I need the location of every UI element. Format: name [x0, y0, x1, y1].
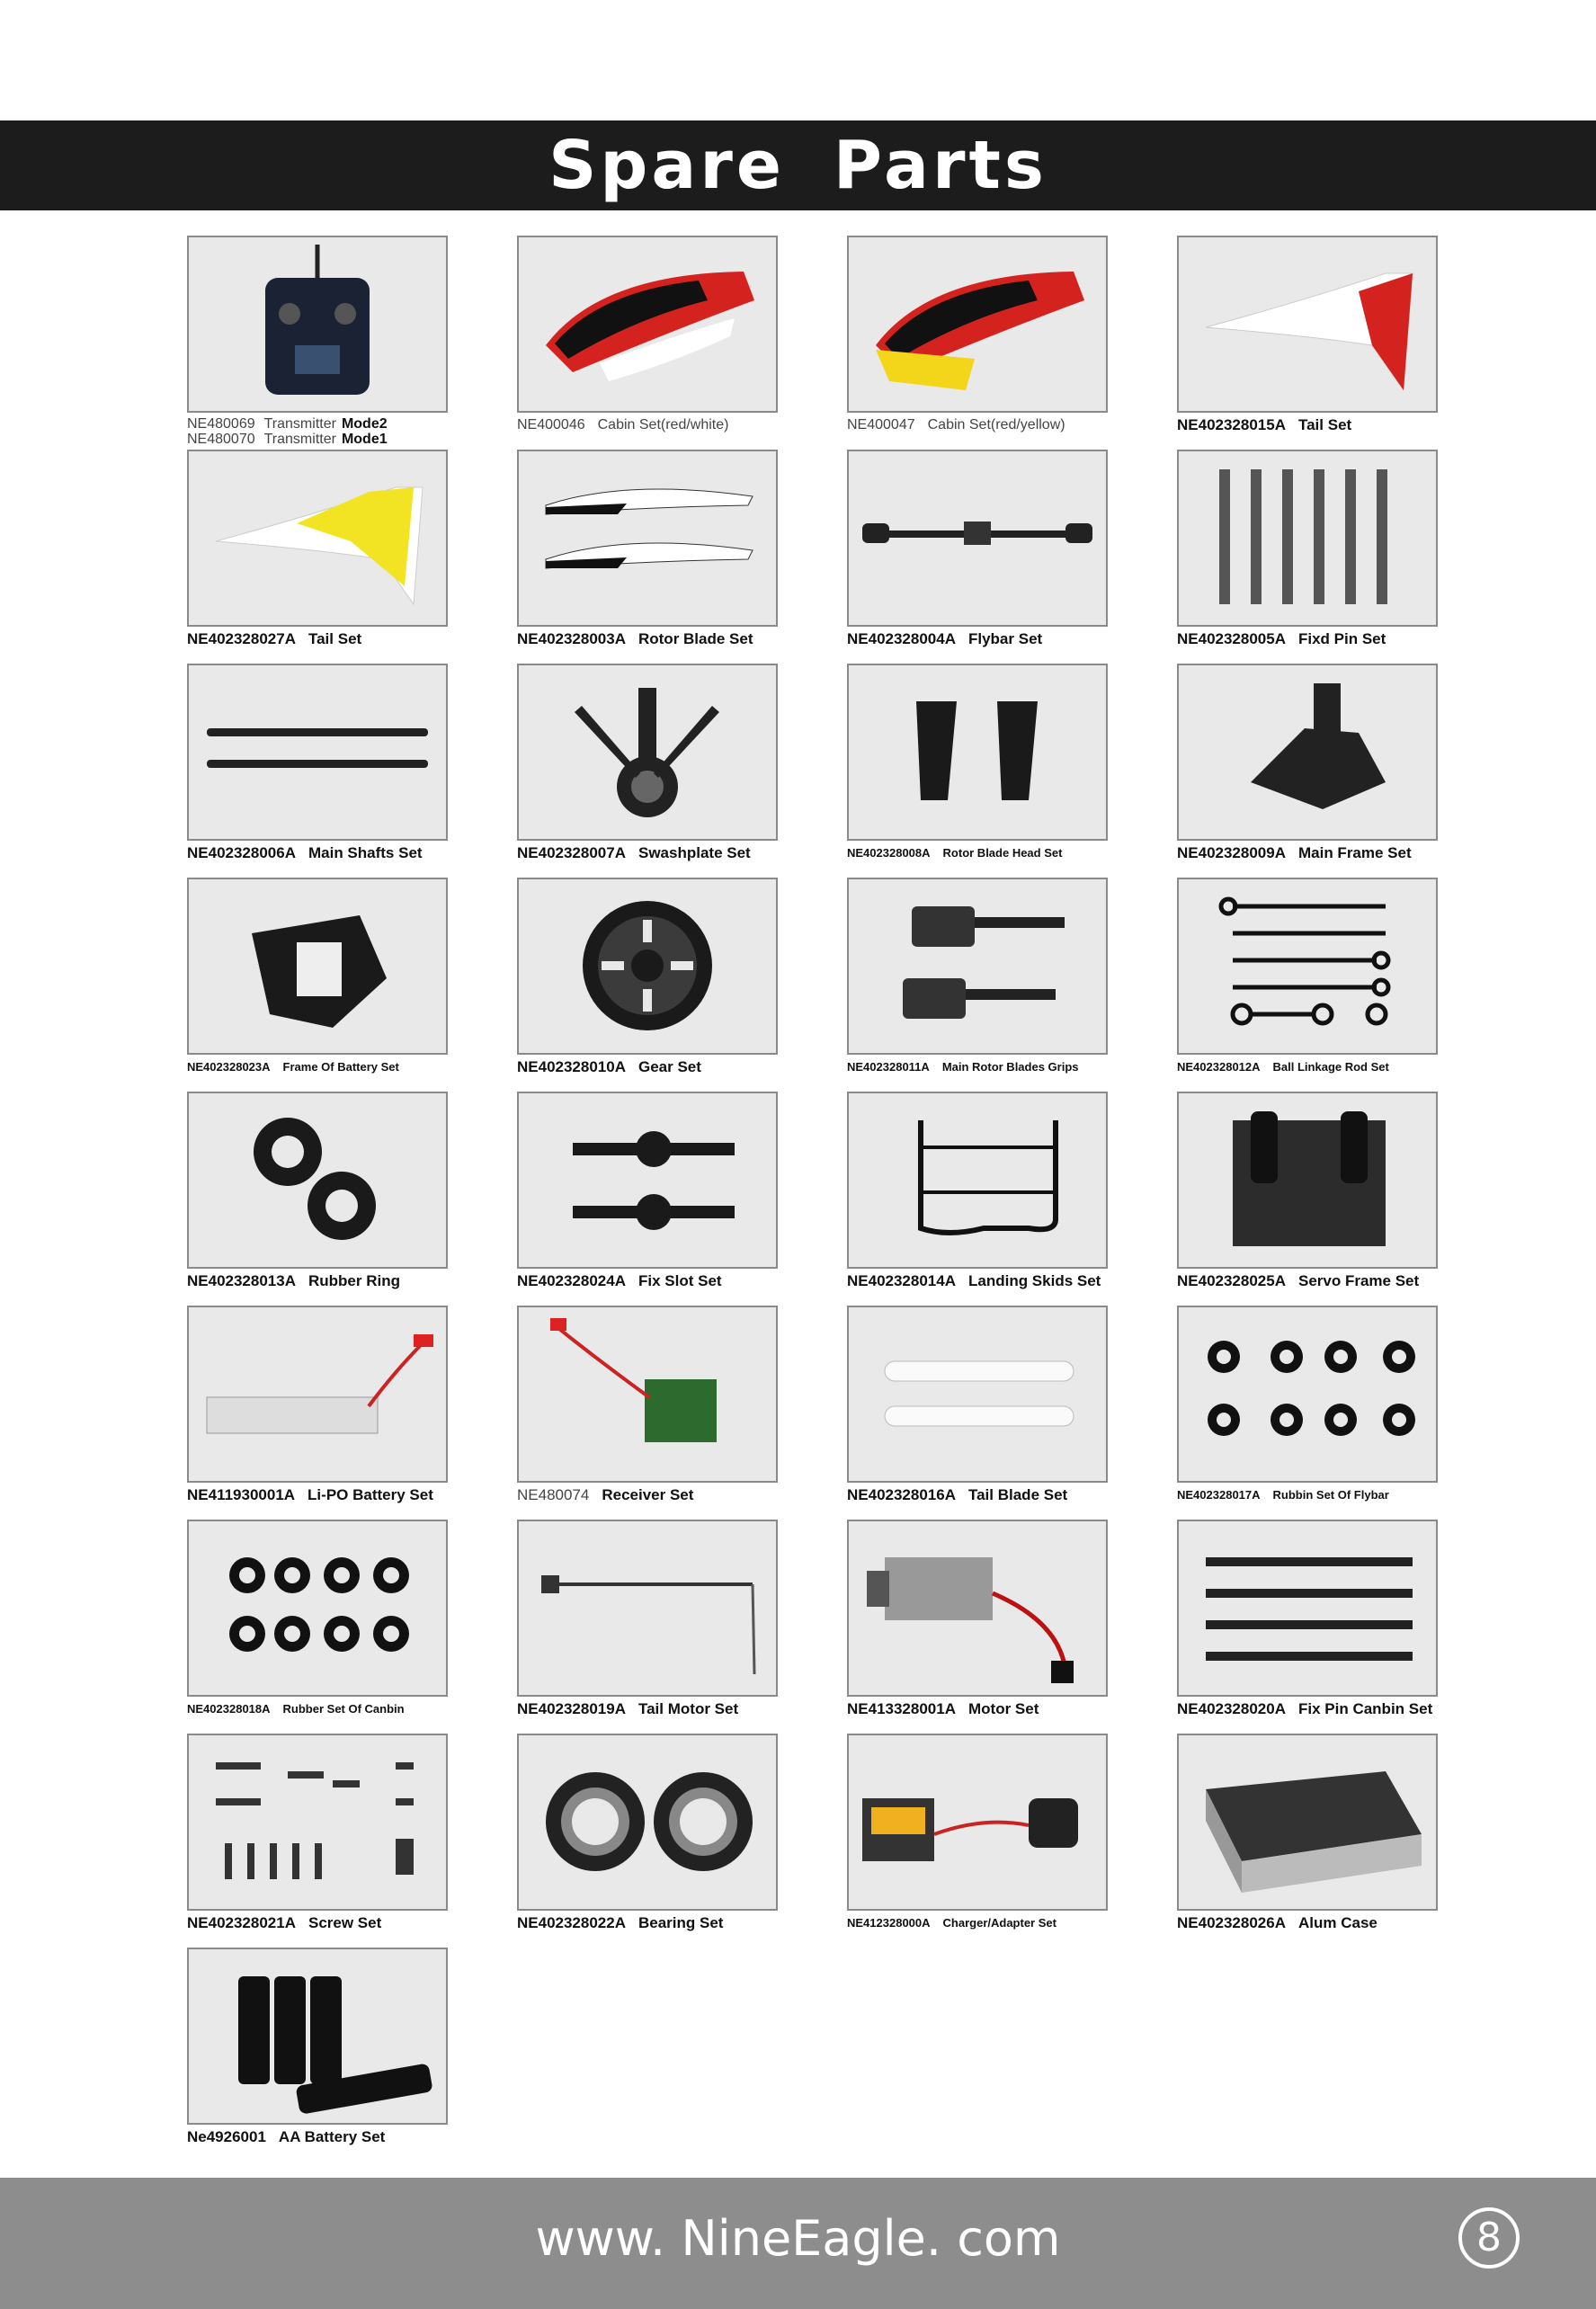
part-code: NE402328021A — [187, 1914, 296, 1931]
part-card — [517, 1306, 778, 1514]
part-caption — [847, 1700, 1108, 1717]
tail-motor-icon — [517, 1520, 778, 1697]
part-code: NE402328004A — [847, 630, 956, 647]
part-code: NE402328018A — [187, 1702, 271, 1716]
part-code: NE402328016A — [847, 1486, 956, 1503]
part-caption — [847, 1914, 1108, 1931]
transmitter-line — [187, 432, 448, 447]
part-caption — [847, 630, 1108, 647]
part-code: NE400046 — [517, 417, 585, 432]
part-caption — [847, 1058, 1108, 1075]
gear-icon — [517, 878, 778, 1055]
part-caption — [517, 1058, 778, 1075]
part-caption — [187, 844, 448, 861]
rotor-blades-icon — [517, 450, 778, 627]
flybar-rubbers-icon — [1177, 1306, 1438, 1483]
part-caption — [187, 2128, 448, 2145]
part-name: Fix Pin Canbin Set — [1297, 1700, 1433, 1717]
part-card — [847, 1092, 1108, 1300]
part-name: Frame Of Battery Set — [282, 1060, 399, 1074]
part-caption — [517, 1272, 778, 1289]
part-code: NE402328020A — [1177, 1700, 1286, 1717]
part-caption — [517, 630, 778, 647]
mode-label: Mode2 — [341, 416, 388, 432]
part-name: Gear Set — [638, 1058, 701, 1075]
part-card — [1177, 236, 1438, 444]
lipo-battery-icon — [187, 1306, 448, 1483]
part-card — [1177, 1520, 1438, 1728]
part-caption — [517, 416, 778, 433]
website-url[interactable]: www. NineEagle. com — [535, 2210, 1061, 2267]
footer-band — [0, 2178, 1596, 2309]
charger-icon — [847, 1734, 1108, 1911]
part-caption — [187, 1058, 448, 1075]
part-caption — [517, 844, 778, 861]
part-code: NE413328001A — [847, 1700, 956, 1717]
part-code: NE402328005A — [1177, 630, 1286, 647]
part-caption — [1177, 1914, 1438, 1931]
landing-skids-icon — [847, 1092, 1108, 1269]
aa-battery-icon — [187, 1948, 448, 2125]
part-caption — [517, 1700, 778, 1717]
screws-icon — [187, 1734, 448, 1911]
part-name: Main Shafts Set — [308, 844, 423, 861]
part-caption — [847, 416, 1108, 433]
part-card — [1177, 664, 1438, 872]
part-caption — [187, 630, 448, 647]
mode-label: Mode1 — [341, 432, 388, 447]
part-name: AA Battery Set — [278, 2128, 386, 2145]
part-code: NE402328024A — [517, 1272, 626, 1289]
part-name: Swashplate Set — [638, 844, 751, 861]
part-name: Transmitter — [263, 416, 336, 432]
part-card — [187, 878, 448, 1086]
rubber-ring-icon — [187, 1092, 448, 1269]
part-card — [517, 878, 778, 1086]
page-number: 8 — [1458, 2207, 1520, 2269]
part-name: Receiver Set — [602, 1486, 694, 1503]
transmitter-icon — [187, 236, 448, 413]
part-card — [847, 878, 1108, 1086]
part-caption — [517, 1486, 778, 1503]
part-name: Landing Skids Set — [967, 1272, 1101, 1289]
part-name: Rubber Set Of Canbin — [282, 1702, 405, 1716]
part-name: Fix Slot Set — [638, 1272, 722, 1289]
part-name: Transmitter — [263, 432, 336, 447]
part-card — [847, 1520, 1108, 1728]
cabin-red-yellow-icon — [847, 236, 1108, 413]
main-frame-icon — [1177, 664, 1438, 841]
cabin-red-white-icon — [517, 236, 778, 413]
transmitter-line — [187, 416, 448, 432]
part-caption — [847, 1272, 1108, 1289]
part-card — [517, 236, 778, 444]
part-code: NE402328003A — [517, 630, 626, 647]
part-card — [517, 450, 778, 658]
part-name: Bearing Set — [638, 1914, 724, 1931]
tail-yellow-icon — [187, 450, 448, 627]
part-name: Screw Set — [308, 1914, 382, 1931]
part-card — [517, 664, 778, 872]
part-code: NE402328009A — [1177, 844, 1286, 861]
part-name: Fixd Pin Set — [1297, 630, 1386, 647]
receiver-icon — [517, 1306, 778, 1483]
fix-pin-cabin-icon — [1177, 1520, 1438, 1697]
part-name: Motor Set — [967, 1700, 1039, 1717]
part-caption — [517, 1914, 778, 1931]
part-card — [1177, 878, 1438, 1086]
part-code: NE400047 — [847, 417, 915, 432]
part-name: Li-PO Battery Set — [308, 1486, 433, 1503]
part-card — [187, 1092, 448, 1300]
part-name: Tail Set — [308, 630, 362, 647]
part-card — [187, 1306, 448, 1514]
part-caption — [847, 844, 1108, 861]
part-code: NE402328006A — [187, 844, 296, 861]
blade-head-icon — [847, 664, 1108, 841]
part-caption — [187, 1700, 448, 1717]
bearings-icon — [517, 1734, 778, 1911]
part-code: NE402328023A — [187, 1060, 271, 1074]
part-code: NE402328010A — [517, 1058, 626, 1075]
part-code: NE402328012A — [1177, 1060, 1261, 1074]
page-title: Spare Parts — [548, 127, 1048, 204]
part-code: NE402328027A — [187, 630, 296, 647]
part-card — [187, 664, 448, 872]
part-name: Charger/Adapter Set — [942, 1916, 1057, 1930]
part-name: Cabin Set(red/yellow) — [927, 417, 1065, 432]
part-caption — [1177, 630, 1438, 647]
fix-slot-icon — [517, 1092, 778, 1269]
part-name: Rubbin Set Of Flybar — [1272, 1488, 1389, 1502]
part-caption — [1177, 1700, 1438, 1717]
part-caption — [187, 416, 448, 447]
shafts-icon — [187, 664, 448, 841]
part-card — [847, 664, 1108, 872]
parts-grid — [187, 236, 1439, 2156]
part-code: Ne4926001 — [187, 2128, 266, 2145]
part-card — [187, 1734, 448, 1942]
motor-icon — [847, 1520, 1108, 1697]
part-name: Ball Linkage Rod Set — [1272, 1060, 1389, 1074]
part-card — [847, 450, 1108, 658]
part-caption — [1177, 416, 1438, 433]
swashplate-icon — [517, 664, 778, 841]
part-caption — [1177, 1272, 1438, 1289]
part-code: NE411930001A — [187, 1486, 296, 1503]
part-card — [847, 1734, 1108, 1942]
linkage-rod-icon — [1177, 878, 1438, 1055]
part-card — [187, 236, 448, 447]
part-card — [517, 1520, 778, 1728]
part-card — [187, 1948, 448, 2156]
part-code: NE402328022A — [517, 1914, 626, 1931]
part-card — [847, 236, 1108, 444]
part-card — [517, 1734, 778, 1942]
part-code: NE402328017A — [1177, 1488, 1261, 1502]
part-code: NE480069 — [187, 416, 255, 432]
part-card — [1177, 1734, 1438, 1942]
part-name: Cabin Set(red/white) — [597, 417, 729, 432]
pins-icon — [1177, 450, 1438, 627]
tail-blade-icon — [847, 1306, 1108, 1483]
part-name: Flybar Set — [967, 630, 1043, 647]
part-card — [1177, 1092, 1438, 1300]
part-caption — [1177, 844, 1438, 861]
part-name: Rotor Blade Set — [638, 630, 753, 647]
part-name: Main Frame Set — [1297, 844, 1412, 861]
part-caption — [847, 1486, 1108, 1503]
part-code: NE402328011A — [847, 1060, 930, 1074]
part-card — [187, 450, 448, 658]
part-code: NE402328008A — [847, 846, 931, 860]
part-code: NE402328007A — [517, 844, 626, 861]
part-code: NE402328019A — [517, 1700, 626, 1717]
part-code: NE402328026A — [1177, 1914, 1286, 1931]
part-card — [187, 1520, 448, 1728]
part-name: Tail Blade Set — [967, 1486, 1068, 1503]
part-code: NE412328000A — [847, 1916, 931, 1930]
part-name: Alum Case — [1297, 1914, 1378, 1931]
servo-frame-icon — [1177, 1092, 1438, 1269]
battery-frame-icon — [187, 878, 448, 1055]
part-caption — [187, 1272, 448, 1289]
part-name: Servo Frame Set — [1297, 1272, 1420, 1289]
tail-red-icon — [1177, 236, 1438, 413]
part-caption — [187, 1486, 448, 1503]
part-caption — [187, 1914, 448, 1931]
header-band — [0, 120, 1596, 210]
cabin-rubbers-icon — [187, 1520, 448, 1697]
part-card — [847, 1306, 1108, 1514]
flybar-icon — [847, 450, 1108, 627]
part-caption — [1177, 1058, 1438, 1075]
part-caption — [1177, 1486, 1438, 1503]
part-code: NE402328015A — [1177, 416, 1286, 433]
part-name: Rubber Ring — [308, 1272, 400, 1289]
part-code: NE480070 — [187, 432, 255, 447]
alum-case-icon — [1177, 1734, 1438, 1911]
part-card — [1177, 450, 1438, 658]
part-name: Tail Motor Set — [638, 1700, 739, 1717]
part-code: NE402328014A — [847, 1272, 956, 1289]
blade-grips-icon — [847, 878, 1108, 1055]
part-card — [1177, 1306, 1438, 1514]
part-name: Tail Set — [1297, 416, 1352, 433]
part-name: Main Rotor Blades Grips — [941, 1060, 1079, 1074]
part-code: NE402328025A — [1177, 1272, 1286, 1289]
part-name: Rotor Blade Head Set — [942, 846, 1063, 860]
part-code: NE480074 — [517, 1486, 590, 1503]
part-code: NE402328013A — [187, 1272, 296, 1289]
part-card — [517, 1092, 778, 1300]
